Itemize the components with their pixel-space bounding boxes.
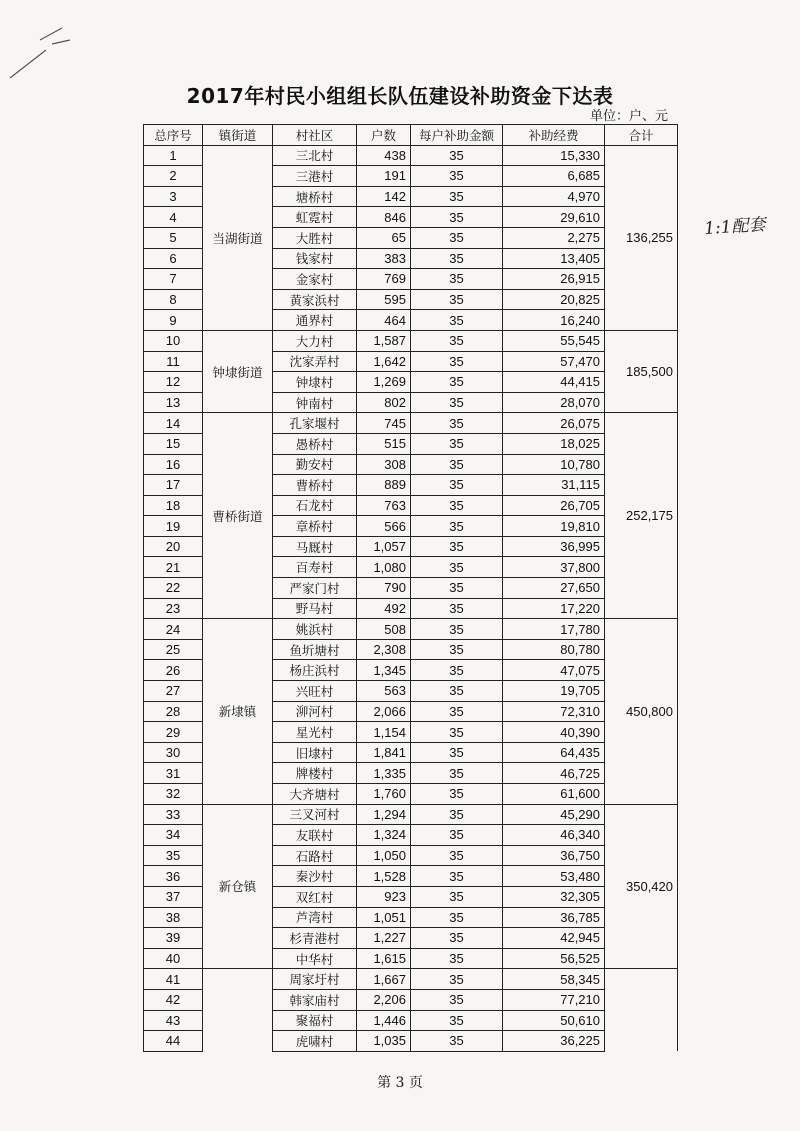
rate-cell: 35 [411,742,503,763]
rate-cell: 35 [411,248,503,269]
households-cell: 65 [357,227,411,248]
households-cell: 802 [357,392,411,413]
serial-cell: 13 [144,392,203,413]
town-cell [203,969,273,1051]
rate-cell: 35 [411,1031,503,1052]
village-cell: 三港村 [273,166,357,187]
table-header-row [144,125,678,146]
households-cell: 745 [357,413,411,434]
amount-cell: 4,970 [503,186,605,207]
serial-cell: 21 [144,557,203,578]
serial-cell: 42 [144,989,203,1010]
amount-cell: 15,330 [503,145,605,166]
amount-cell: 26,075 [503,413,605,434]
households-cell: 508 [357,619,411,640]
households-cell: 1,335 [357,763,411,784]
rate-cell: 35 [411,557,503,578]
group-total-cell [605,969,678,1051]
households-cell: 1,667 [357,969,411,990]
rate-cell: 35 [411,660,503,681]
households-cell: 595 [357,289,411,310]
amount-cell: 53,480 [503,866,605,887]
village-cell: 旧埭村 [273,742,357,763]
households-cell: 383 [357,248,411,269]
rate-cell: 35 [411,207,503,228]
amount-cell: 6,685 [503,166,605,187]
rate-cell: 35 [411,784,503,805]
village-cell: 兴旺村 [273,681,357,702]
serial-cell: 18 [144,495,203,516]
households-cell: 1,841 [357,742,411,763]
serial-cell: 20 [144,536,203,557]
households-cell: 191 [357,166,411,187]
rate-cell: 35 [411,928,503,949]
households-cell: 1,294 [357,804,411,825]
amount-cell: 50,610 [503,1010,605,1031]
rate-cell: 35 [411,392,503,413]
village-cell: 鱼圻塘村 [273,639,357,660]
header-amount: 补助经费 [503,125,605,146]
serial-cell: 37 [144,886,203,907]
unit-label: 单位：户、元 [590,109,669,124]
households-cell: 1,057 [357,536,411,557]
rate-cell: 35 [411,804,503,825]
amount-cell: 42,945 [503,928,605,949]
village-cell: 大胜村 [273,227,357,248]
serial-cell: 9 [144,310,203,331]
rate-cell: 35 [411,639,503,660]
subsidy-table [143,124,678,1052]
households-cell: 142 [357,186,411,207]
amount-cell: 13,405 [503,248,605,269]
serial-cell: 26 [144,660,203,681]
village-cell: 愚桥村 [273,433,357,454]
serial-cell: 35 [144,845,203,866]
amount-cell: 44,415 [503,372,605,393]
amount-cell: 26,915 [503,269,605,290]
amount-cell: 19,705 [503,681,605,702]
amount-cell: 36,995 [503,536,605,557]
table-row [144,969,678,990]
amount-cell: 77,210 [503,989,605,1010]
village-cell: 友联村 [273,825,357,846]
amount-cell: 61,600 [503,784,605,805]
village-cell: 虹霓村 [273,207,357,228]
header-total: 合计 [605,125,678,146]
rate-cell: 35 [411,269,503,290]
rate-cell: 35 [411,166,503,187]
serial-cell: 40 [144,948,203,969]
table-row [144,413,678,434]
amount-cell: 31,115 [503,475,605,496]
rate-cell: 35 [411,186,503,207]
header-village: 村社区 [273,125,357,146]
rate-cell: 35 [411,886,503,907]
village-cell: 三叉河村 [273,804,357,825]
amount-cell: 36,225 [503,1031,605,1052]
amount-cell: 20,825 [503,289,605,310]
village-cell: 大力村 [273,330,357,351]
village-cell: 三北村 [273,145,357,166]
village-cell: 大齐塘村 [273,784,357,805]
serial-cell: 10 [144,330,203,351]
serial-cell: 27 [144,681,203,702]
town-cell: 新埭镇 [203,619,273,804]
amount-cell: 16,240 [503,310,605,331]
rate-cell: 35 [411,413,503,434]
serial-cell: 3 [144,186,203,207]
households-cell: 889 [357,475,411,496]
households-cell: 566 [357,516,411,537]
town-cell: 曹桥街道 [203,413,273,619]
serial-cell: 5 [144,227,203,248]
serial-cell: 28 [144,701,203,722]
serial-cell: 2 [144,166,203,187]
households-cell: 1,587 [357,330,411,351]
group-total-cell: 252,175 [605,413,678,619]
serial-cell: 25 [144,639,203,660]
households-cell: 492 [357,598,411,619]
table-row [144,619,678,640]
rate-cell: 35 [411,989,503,1010]
rate-cell: 35 [411,330,503,351]
households-cell: 563 [357,681,411,702]
serial-cell: 7 [144,269,203,290]
serial-cell: 36 [144,866,203,887]
households-cell: 2,308 [357,639,411,660]
group-total-cell: 136,255 [605,145,678,330]
village-cell: 牌楼村 [273,763,357,784]
village-cell: 韩家庙村 [273,989,357,1010]
village-cell: 勤安村 [273,454,357,475]
households-cell: 1,528 [357,866,411,887]
amount-cell: 17,220 [503,598,605,619]
village-cell: 曹桥村 [273,475,357,496]
rate-cell: 35 [411,227,503,248]
serial-cell: 38 [144,907,203,928]
village-cell: 钟南村 [273,392,357,413]
rate-cell: 35 [411,681,503,702]
amount-cell: 57,470 [503,351,605,372]
rate-cell: 35 [411,536,503,557]
village-cell: 芦湾村 [273,907,357,928]
serial-cell: 24 [144,619,203,640]
village-cell: 沈家弄村 [273,351,357,372]
households-cell: 790 [357,578,411,599]
rate-cell: 35 [411,289,503,310]
table-row [144,804,678,825]
households-cell: 763 [357,495,411,516]
village-cell: 姚浜村 [273,619,357,640]
serial-cell: 4 [144,207,203,228]
households-cell: 846 [357,207,411,228]
village-cell: 钟埭村 [273,372,357,393]
amount-cell: 47,075 [503,660,605,681]
serial-cell: 16 [144,454,203,475]
households-cell: 1,035 [357,1031,411,1052]
rate-cell: 35 [411,969,503,990]
village-cell: 章桥村 [273,516,357,537]
serial-cell: 6 [144,248,203,269]
village-cell: 石龙村 [273,495,357,516]
rate-cell: 35 [411,372,503,393]
amount-cell: 28,070 [503,392,605,413]
serial-cell: 22 [144,578,203,599]
serial-cell: 29 [144,722,203,743]
households-cell: 464 [357,310,411,331]
village-cell: 虎啸村 [273,1031,357,1052]
households-cell: 2,066 [357,701,411,722]
group-total-cell: 185,500 [605,330,678,412]
households-cell: 1,642 [357,351,411,372]
village-cell: 双红村 [273,886,357,907]
rate-cell: 35 [411,310,503,331]
households-cell: 1,615 [357,948,411,969]
households-cell: 1,324 [357,825,411,846]
village-cell: 聚福村 [273,1010,357,1031]
village-cell: 泖河村 [273,701,357,722]
households-cell: 1,446 [357,1010,411,1031]
amount-cell: 29,610 [503,207,605,228]
rate-cell: 35 [411,495,503,516]
serial-cell: 31 [144,763,203,784]
households-cell: 1,051 [357,907,411,928]
rate-cell: 35 [411,866,503,887]
serial-cell: 33 [144,804,203,825]
serial-cell: 43 [144,1010,203,1031]
households-cell: 923 [357,886,411,907]
amount-cell: 18,025 [503,433,605,454]
header-households: 户数 [357,125,411,146]
rate-cell: 35 [411,475,503,496]
households-cell: 1,345 [357,660,411,681]
town-cell: 当湖街道 [203,145,273,330]
households-cell: 2,206 [357,989,411,1010]
amount-cell: 45,290 [503,804,605,825]
village-cell: 中华村 [273,948,357,969]
serial-cell: 32 [144,784,203,805]
amount-cell: 40,390 [503,722,605,743]
rate-cell: 35 [411,722,503,743]
rate-cell: 35 [411,433,503,454]
amount-cell: 64,435 [503,742,605,763]
header-rate: 每户补助金额 [411,125,503,146]
serial-cell: 12 [144,372,203,393]
handwritten-note: 1:1配套 [703,214,767,240]
amount-cell: 80,780 [503,639,605,660]
households-cell: 769 [357,269,411,290]
amount-cell: 27,650 [503,578,605,599]
amount-cell: 46,340 [503,825,605,846]
village-cell: 杨庄浜村 [273,660,357,681]
village-cell: 周家圩村 [273,969,357,990]
households-cell: 1,050 [357,845,411,866]
households-cell: 515 [357,433,411,454]
serial-cell: 15 [144,433,203,454]
amount-cell: 37,800 [503,557,605,578]
rate-cell: 35 [411,578,503,599]
page-number: 第 3 页 [377,1075,423,1091]
village-cell: 星光村 [273,722,357,743]
serial-cell: 8 [144,289,203,310]
amount-cell: 55,545 [503,330,605,351]
amount-cell: 36,785 [503,907,605,928]
amount-cell: 19,810 [503,516,605,537]
village-cell: 杉青港村 [273,928,357,949]
village-cell: 石路村 [273,845,357,866]
serial-cell: 17 [144,475,203,496]
rate-cell: 35 [411,701,503,722]
header-serial: 总序号 [144,125,203,146]
village-cell: 马厩村 [273,536,357,557]
village-cell: 钱家村 [273,248,357,269]
village-cell: 孔家堰村 [273,413,357,434]
village-cell: 秦沙村 [273,866,357,887]
households-cell: 1,154 [357,722,411,743]
amount-cell: 56,525 [503,948,605,969]
households-cell: 1,269 [357,372,411,393]
rate-cell: 35 [411,145,503,166]
households-cell: 308 [357,454,411,475]
rate-cell: 35 [411,619,503,640]
households-cell: 1,760 [357,784,411,805]
village-cell: 野马村 [273,598,357,619]
village-cell: 百寿村 [273,557,357,578]
village-cell: 金家村 [273,269,357,290]
serial-cell: 19 [144,516,203,537]
serial-cell: 11 [144,351,203,372]
table-body [144,145,678,1051]
amount-cell: 58,345 [503,969,605,990]
amount-cell: 72,310 [503,701,605,722]
amount-cell: 2,275 [503,227,605,248]
amount-cell: 46,725 [503,763,605,784]
group-total-cell: 350,420 [605,804,678,969]
rate-cell: 35 [411,825,503,846]
households-cell: 1,080 [357,557,411,578]
rate-cell: 35 [411,351,503,372]
serial-cell: 30 [144,742,203,763]
households-cell: 1,227 [357,928,411,949]
serial-cell: 14 [144,413,203,434]
rate-cell: 35 [411,598,503,619]
document-title: 2017年村民小组组长队伍建设补助资金下达表 [186,84,614,108]
rate-cell: 35 [411,845,503,866]
header-town: 镇街道 [203,125,273,146]
rate-cell: 35 [411,948,503,969]
rate-cell: 35 [411,516,503,537]
amount-cell: 32,305 [503,886,605,907]
village-cell: 严家门村 [273,578,357,599]
amount-cell: 36,750 [503,845,605,866]
town-cell: 新仓镇 [203,804,273,969]
rate-cell: 35 [411,454,503,475]
serial-cell: 44 [144,1031,203,1052]
households-cell: 438 [357,145,411,166]
amount-cell: 26,705 [503,495,605,516]
rate-cell: 35 [411,763,503,784]
rate-cell: 35 [411,907,503,928]
village-cell: 黄家浜村 [273,289,357,310]
table-row [144,330,678,351]
paper-crease [0,0,90,90]
serial-cell: 41 [144,969,203,990]
serial-cell: 23 [144,598,203,619]
serial-cell: 34 [144,825,203,846]
town-cell: 钟埭街道 [203,330,273,412]
amount-cell: 17,780 [503,619,605,640]
village-cell: 通界村 [273,310,357,331]
table-row [144,145,678,166]
serial-cell: 39 [144,928,203,949]
rate-cell: 35 [411,1010,503,1031]
group-total-cell: 450,800 [605,619,678,804]
serial-cell: 1 [144,145,203,166]
amount-cell: 10,780 [503,454,605,475]
village-cell: 塘桥村 [273,186,357,207]
